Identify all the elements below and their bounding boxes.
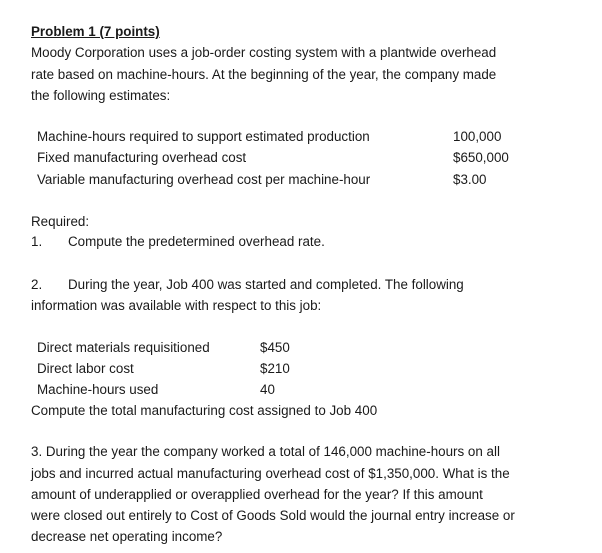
estimate-label: Variable manufacturing overhead cost per machine-hour (37, 172, 371, 187)
problem-title: Problem 1 (7 points) (31, 24, 160, 39)
job-label: Direct labor cost (37, 361, 134, 376)
estimate-label: Fixed manufacturing overhead cost (37, 150, 247, 165)
q3-line-4: were closed out entirely to Cost of Goods Sold would the journal entry increase or (31, 508, 515, 523)
q3-line-5: decrease net operating income? (31, 529, 223, 544)
q2-line-1: During the year, Job 400 was started and completed. The following (68, 277, 464, 292)
q2-compute: Compute the total manufacturing cost assigned to Job 400 (31, 403, 378, 418)
estimate-value: $3.00 (453, 172, 487, 187)
q3-line-3: amount of underapplied or overapplied overhead for the year? If this amount (31, 487, 483, 502)
job-value: $210 (260, 361, 290, 376)
q1-number: 1. (31, 234, 43, 249)
q1-text: Compute the predetermined overhead rate. (68, 234, 325, 249)
q3-line-2: jobs and incurred actual manufacturing overhead cost of $1,350,000. What is the (31, 466, 510, 481)
job-label: Direct materials requisitioned (37, 340, 210, 355)
estimate-value: 100,000 (453, 129, 502, 144)
intro-line-1: Moody Corporation uses a job-order costing system with a plantwide overhead (31, 45, 497, 60)
job-value: $450 (260, 340, 290, 355)
intro-line-2: rate based on machine-hours. At the beginning of the year, the company made (31, 67, 497, 82)
job-value: 40 (260, 382, 275, 397)
job-label: Machine-hours used (37, 382, 159, 397)
estimate-label: Machine-hours required to support estimated production (37, 129, 370, 144)
q3-line-1: 3. During the year the company worked a total of 146,000 machine-hours on all (31, 444, 500, 459)
q2-line-2: information was available with respect to this job: (31, 298, 322, 313)
required-heading: Required: (31, 214, 90, 229)
q2-number: 2. (31, 277, 43, 292)
estimate-value: $650,000 (453, 150, 509, 165)
intro-line-3: the following estimates: (31, 88, 171, 103)
